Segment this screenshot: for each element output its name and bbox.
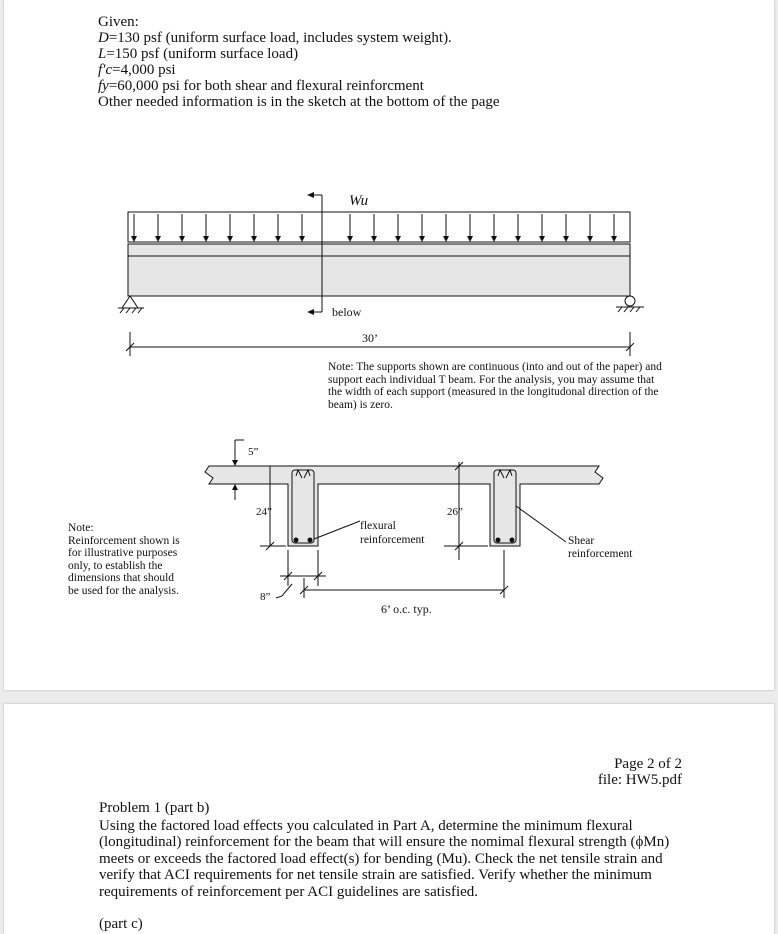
shear-label-line2: reinforcement [568, 548, 633, 560]
depth-left-label: 24” [256, 506, 272, 518]
reinforcement-note [68, 522, 218, 597]
pin-support-left [118, 296, 144, 313]
file-name: file: HW5.pdf [597, 772, 682, 788]
problem-text: Using the factored load effects you calculated in Part A, determine the minimum flexural (longitudinal) reinforcement for the beam that will ensure the nomimal flexural strength (ϕMn) meets or exceeds the factored load effect(s) for bending (Mu). Check the net tensile strain and verify that ACI requirements for net tensile strain are satisfied. Verify whether the minimum requirements of reinforcement per ACI guidelines are satisfied. [99, 817, 670, 900]
flexural-label-line1: flexural [360, 520, 396, 532]
problem-title: Problem 1 (part b) [99, 800, 210, 816]
next-part-label: (part c) [99, 916, 143, 932]
roller-support-right [616, 296, 644, 312]
below-label: below [332, 305, 362, 319]
web-width-dim [276, 550, 326, 598]
page-number: Page 2 of 2 [614, 756, 682, 772]
reinf-note-line: for illustrative purposes [68, 547, 178, 559]
fc-line: f′c=4,000 psi [98, 62, 176, 78]
fy-line: fy=60,000 psi for both shear and flexural reinforcment [98, 78, 424, 94]
span-label: 30’ [362, 331, 378, 345]
span-dimension-line [126, 332, 634, 356]
document-page-2 [4, 704, 774, 934]
flexural-label-line2: reinforcement [360, 534, 425, 546]
web-width-label: 8” [260, 591, 271, 603]
distributed-load-box [128, 212, 630, 242]
reinf-note-line: only, to establish the [68, 559, 163, 572]
reinf-note-line: Reinforcement shown is [68, 534, 180, 547]
support-note: Note: The supports shown are continuous (into and out of the paper) and support each individual T beam. For the analysis, you may assume that the width of each support (measured in the longitudonal direction of the beam) is zero. [328, 361, 662, 411]
live-load-line: L=150 psf (uniform surface load) [98, 46, 299, 62]
reinf-note-line: Note: [68, 522, 94, 534]
spacing-label: 6’ o.c. typ. [381, 602, 432, 616]
beam-elevation-sketch [4, 0, 774, 360]
document-page-1 [4, 0, 774, 690]
page-header-info [598, 756, 682, 788]
wu-label: Wu [349, 193, 369, 209]
given-heading: Given: [98, 14, 139, 30]
other-info-line: Other needed information is in the sketch at the bottom of the page [98, 94, 500, 110]
reinf-note-line: be used for the analysis. [68, 584, 179, 597]
problem-block [99, 800, 689, 900]
beam-body [128, 244, 630, 296]
slab-thickness-label: 5” [248, 446, 259, 458]
spacing-dim [300, 550, 508, 598]
depth-right-label: 26” [447, 506, 463, 518]
shear-label-line1: Shear [568, 535, 595, 547]
flexural-leader [314, 521, 360, 539]
reinf-note-line: dimensions that should [68, 572, 175, 584]
dead-load-line: D=130 psf (uniform surface load, includes system weight). [98, 30, 452, 46]
shear-leader [516, 506, 566, 542]
